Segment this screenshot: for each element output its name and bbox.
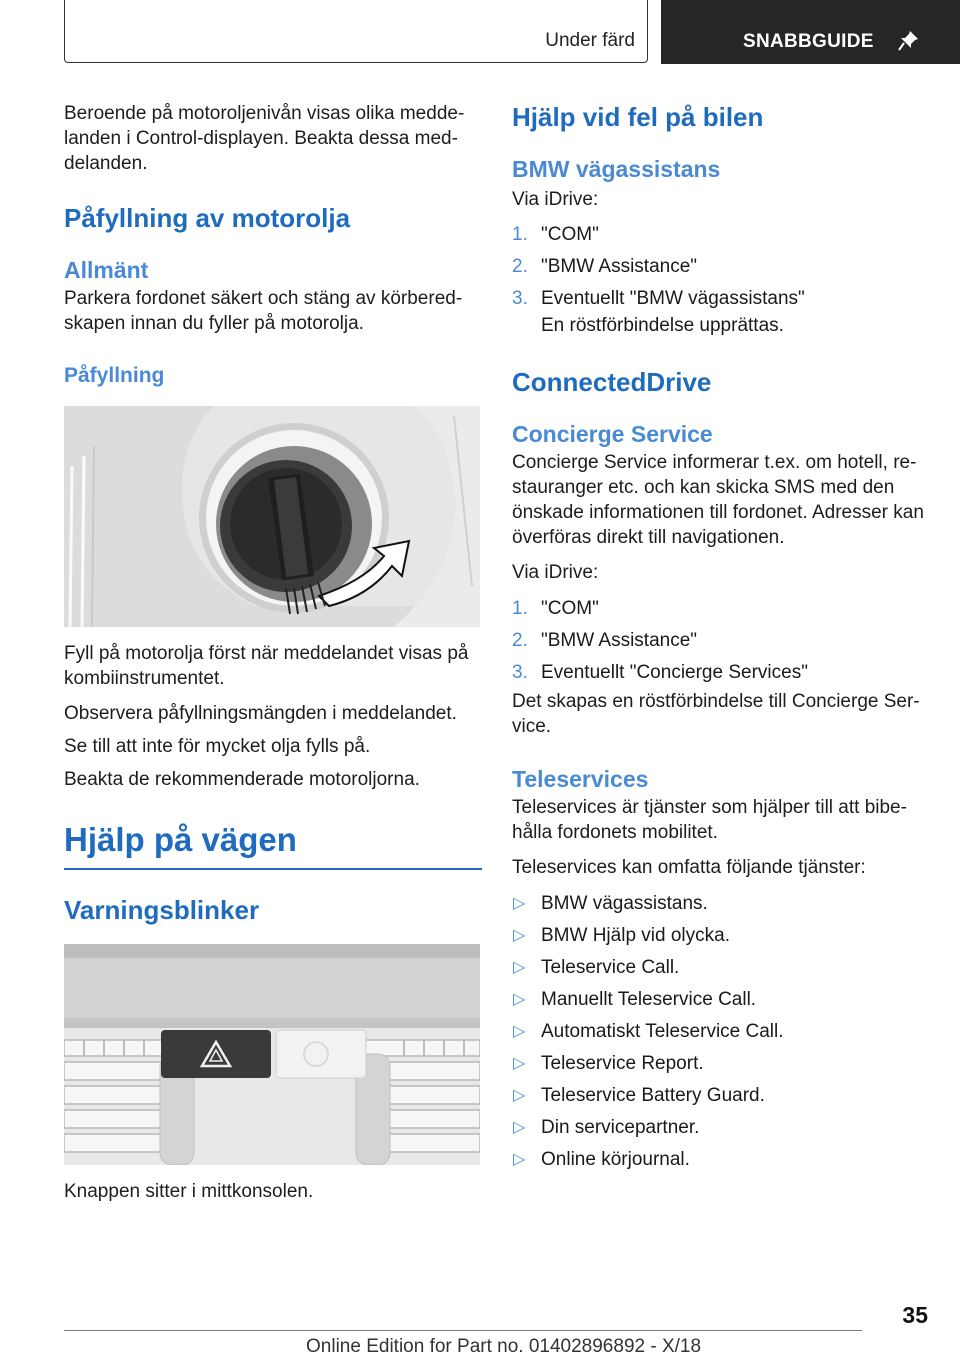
concierge-after-text: Det skapas en röstförbindelse till Concierge Ser-vice. <box>512 691 920 737</box>
right-column <box>512 101 930 1179</box>
heading-bmw-assistance: BMW vägassistans <box>512 156 721 182</box>
list-item: ▷ BMW vägassistans. <box>513 893 708 914</box>
fill-text-2: Observera påfyllningsmängden i meddelandet. <box>64 703 457 724</box>
oil-filler-cap-image <box>64 406 480 627</box>
heading-connecteddrive: ConnectedDrive <box>512 367 712 397</box>
header-section-title: Under färd <box>545 30 635 51</box>
heading-filling: Påfyllning <box>64 364 165 387</box>
hazard-text: Knappen sitter i mittkonsolen. <box>64 1181 314 1202</box>
footer-rule <box>64 1330 862 1331</box>
footer-edition: Online Edition for Part no. 01402896892 - X/18 <box>306 1336 702 1357</box>
list-item: ▷ Manuellt Teleservice Call. <box>513 989 757 1010</box>
list-item: ▷ Teleservice Call. <box>513 957 680 978</box>
pin-icon <box>898 29 920 51</box>
list-item: 3. Eventuellt "BMW vägassistans" <box>512 288 805 309</box>
list-subtext: En röstförbindelse upprättas. <box>541 315 784 336</box>
bullet-triangle-icon: ▷ <box>513 1119 526 1136</box>
heading-road-help: Hjälp på vägen <box>64 821 297 858</box>
bullet-triangle-icon: ▷ <box>513 927 526 944</box>
bullet-triangle-icon: ▷ <box>513 959 526 976</box>
bullet-triangle-icon: ▷ <box>513 895 526 912</box>
heading-fill-oil: Påfyllning av motorolja <box>64 203 351 233</box>
heading-rule <box>64 868 482 870</box>
tele-text-1: Teleservices är tjänster som hjälper till att bibe-hålla fordonets mobilitet. <box>512 797 907 843</box>
header-guide-tab[interactable] <box>661 0 960 64</box>
concierge-text: Concierge Service informerar t.ex. om hotell, re-stauranger etc. och kan skicka SMS med den önskade informationen till fordonet. Adresser kan överföras direkt till navigationen. <box>512 452 924 548</box>
via-idrive-2: Via iDrive: <box>512 562 599 583</box>
page-number: 35 <box>902 1302 928 1328</box>
bullet-triangle-icon: ▷ <box>513 1055 526 1072</box>
list-item: 1. "COM" <box>512 598 599 619</box>
intro-text: Beroende på motoroljenivån visas olika medde-landen i Control-displayen. Beakta dessa med-delanden. <box>64 103 465 174</box>
list-item: ▷ Online körjournal. <box>513 1149 690 1170</box>
bullet-triangle-icon: ▷ <box>513 991 526 1008</box>
heading-hazard: Varningsblinker <box>64 895 260 925</box>
header-guide-label: SNABBGUIDE <box>743 31 874 52</box>
left-column <box>64 101 482 1204</box>
list-item: ▷ Automatiskt Teleservice Call. <box>513 1021 784 1042</box>
tele-text-2: Teleservices kan omfatta följande tjänster: <box>512 857 866 878</box>
via-idrive-1: Via iDrive: <box>512 189 599 210</box>
fill-text-4: Beakta de rekommenderade motoroljorna. <box>64 769 420 790</box>
header-section-box <box>64 0 648 63</box>
hazard-switch-image <box>64 944 480 1165</box>
list-item: ▷ Teleservice Battery Guard. <box>513 1085 765 1106</box>
fill-text-1: Fyll på motorolja först när meddelandet visas på kombiinstrumentet. <box>64 643 469 689</box>
heading-car-help: Hjälp vid fel på bilen <box>512 102 764 132</box>
list-item: 3. Eventuellt "Concierge Services" <box>512 662 808 683</box>
bullet-triangle-icon: ▷ <box>513 1151 526 1168</box>
heading-teleservices: Teleservices <box>512 766 649 792</box>
list-item: ▷ Din servicepartner. <box>513 1117 700 1138</box>
list-item: 1. "COM" <box>512 224 599 245</box>
bullet-triangle-icon: ▷ <box>513 1023 526 1040</box>
list-item: 2. "BMW Assistance" <box>512 256 698 277</box>
heading-general: Allmänt <box>64 257 149 283</box>
heading-concierge: Concierge Service <box>512 421 713 447</box>
list-item: ▷ Teleservice Report. <box>513 1053 704 1074</box>
list-item: ▷ BMW Hjälp vid olycka. <box>513 925 730 946</box>
fill-text-3: Se till att inte för mycket olja fylls på. <box>64 736 371 757</box>
bullet-triangle-icon: ▷ <box>513 1087 526 1104</box>
general-text: Parkera fordonet säkert och stäng av körbered-skapen innan du fyller på motorolja. <box>64 288 463 334</box>
list-item: 2. "BMW Assistance" <box>512 630 698 651</box>
